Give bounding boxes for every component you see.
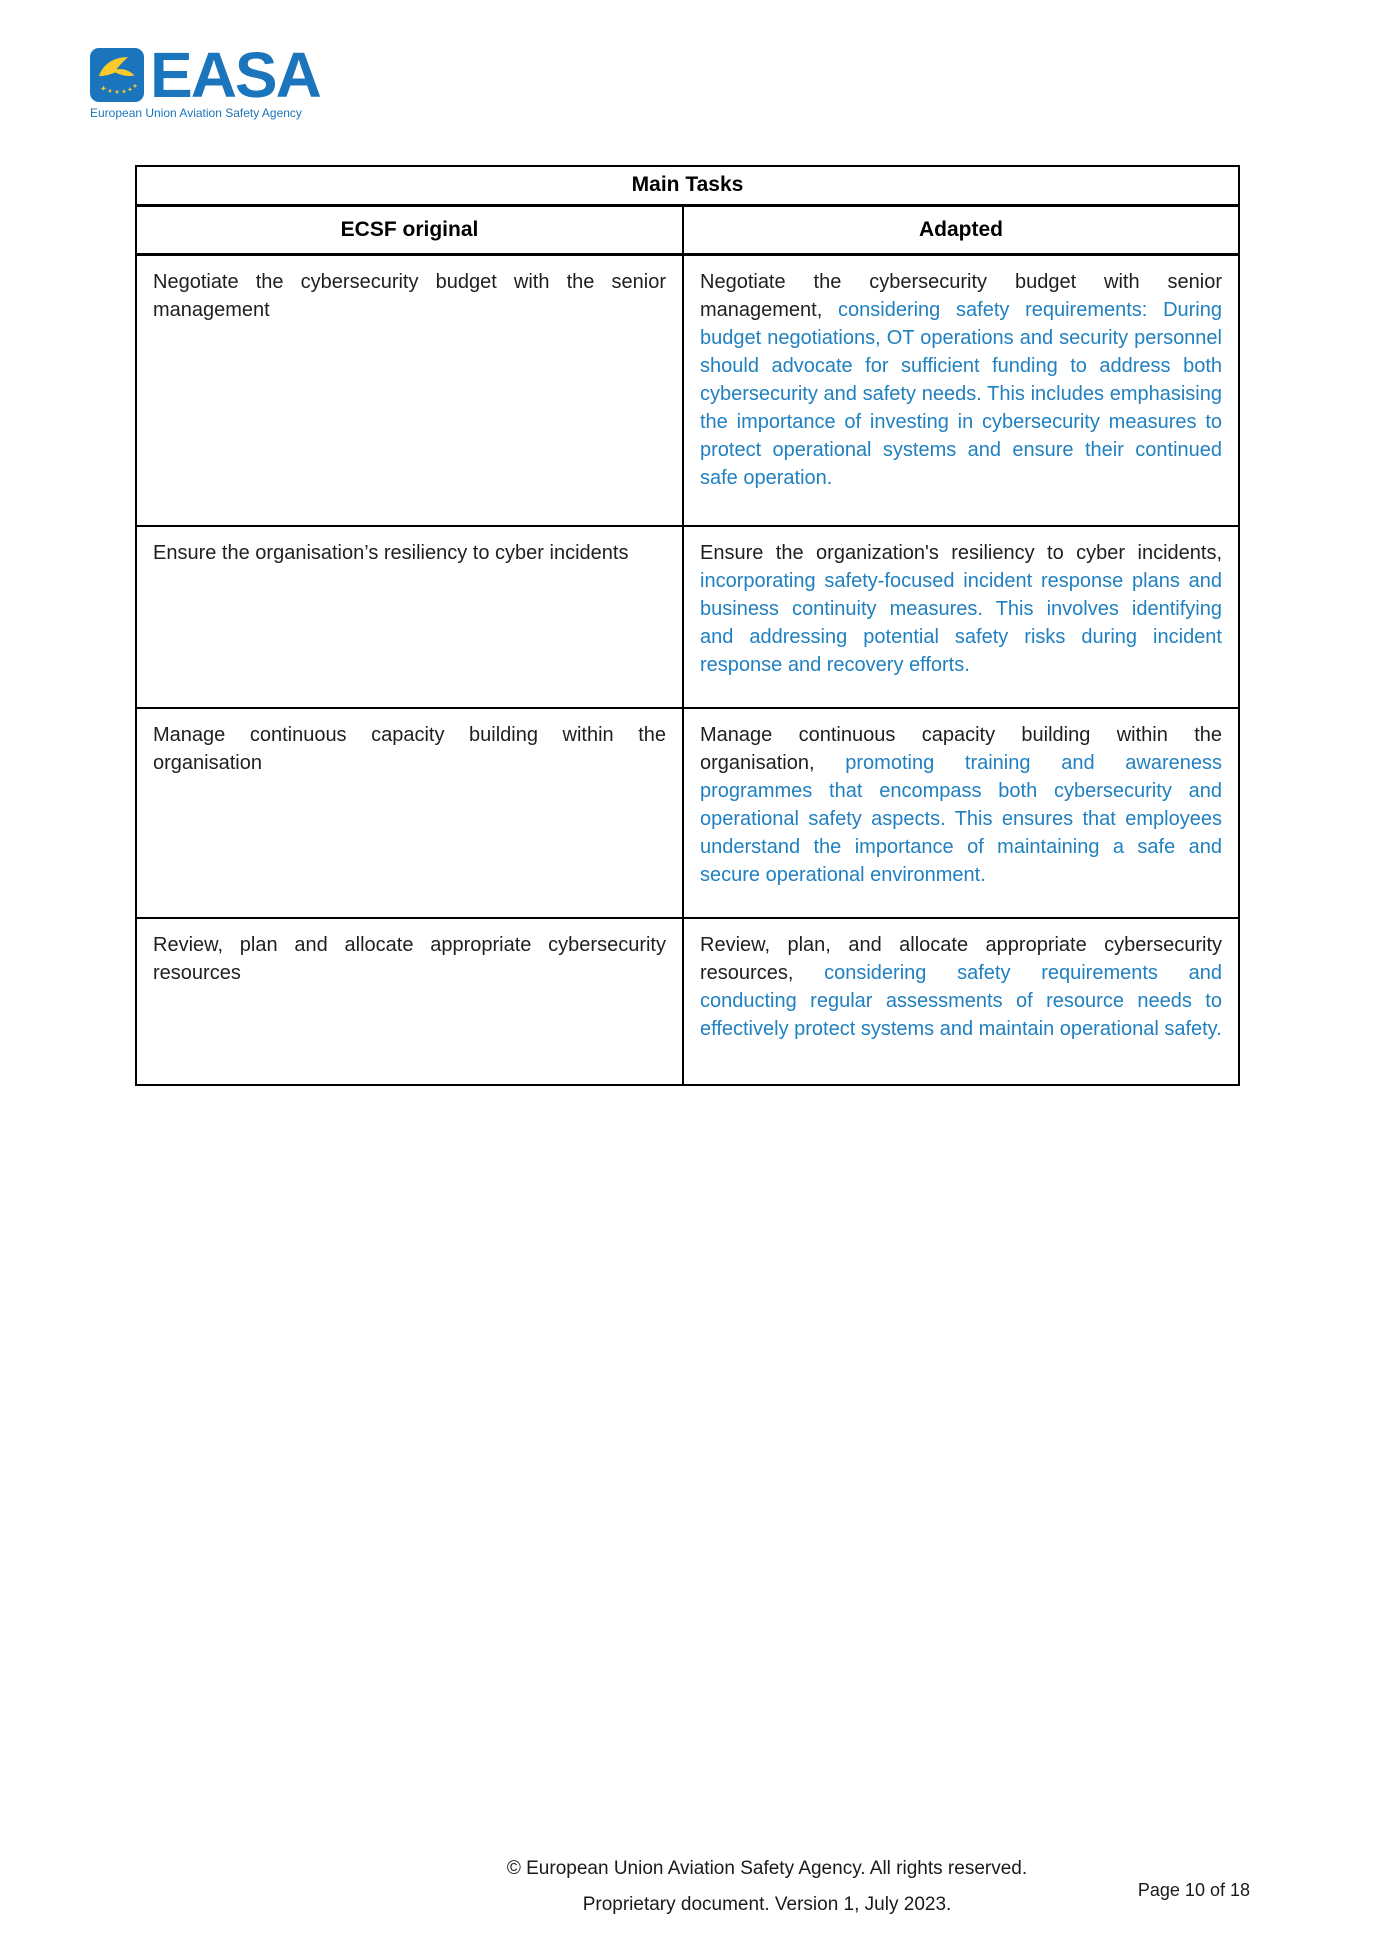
original-text: Review, plan and allocate appropriate cybersecurity resources <box>153 934 666 984</box>
easa-logo-row <box>90 39 320 111</box>
adapted-cell <box>682 527 1238 707</box>
original-text: Negotiate the cybersecurity budget with the senior management <box>153 271 666 321</box>
easa-brand-text: EASA <box>150 39 320 111</box>
adapted-base-text: Review, plan, and allocate appropriate cybersecurity resources, <box>700 934 1222 984</box>
original-text: Manage continuous capacity building within the organisation <box>153 724 666 774</box>
easa-logo <box>90 39 320 120</box>
main-tasks-table <box>135 165 1240 1086</box>
adapted-base-text: Manage continuous capacity building within the organisation, <box>700 724 1222 774</box>
table-header-row <box>137 207 1238 256</box>
adapted-base-text: Ensure the organization's resiliency to cyber incidents, <box>700 542 1222 564</box>
adapted-added-text: considering safety requirements: During budget negotiations, OT operations and security personnel should advocate for sufficient funding to address both cybersecurity and safety needs. This includes emphasising the importance of investing in cybersecurity measures to protect operational systems and ensure their continued safe operation. <box>700 299 1222 489</box>
adapted-added-text: promoting training and awareness programmes that encompass both cybersecurity and operational safety aspects. This ensures that employees understand the importance of maintaining a safe and secure operational environment. <box>700 752 1222 886</box>
column-header-adapted: Adapted <box>682 207 1238 253</box>
adapted-cell <box>682 709 1238 917</box>
ecsf-original-cell <box>137 709 682 917</box>
adapted-added-text: incorporating safety-focused incident response plans and business continuity measures. This involves identifying and addressing potential safety risks during incident response and recovery efforts. <box>700 570 1222 676</box>
ecsf-original-cell <box>137 919 682 1084</box>
ecsf-original-cell <box>137 527 682 707</box>
table-row <box>137 709 1238 919</box>
page-number: Page 10 of 18 <box>1137 1880 1250 1900</box>
ecsf-original-cell <box>137 256 682 525</box>
table-row <box>137 256 1238 527</box>
table-row <box>137 527 1238 709</box>
version-line: Proprietary document. Version 1, July 2023. <box>582 1894 952 1915</box>
adapted-cell <box>682 256 1238 525</box>
adapted-cell <box>682 919 1238 1084</box>
original-text: Ensure the organisation’s resiliency to cyber incidents <box>153 542 629 564</box>
column-header-ecsf-original: ECSF original <box>340 218 479 241</box>
copyright-line: © European Union Aviation Safety Agency. All rights reserved. <box>506 1858 1028 1879</box>
adapted-added-text: considering safety requirements and conducting regular assessments of resource needs to effectively protect systems and maintain operational safety. <box>700 962 1223 1040</box>
easa-bird-icon <box>90 48 144 102</box>
easa-tagline: European Union Aviation Safety Agency <box>90 106 302 120</box>
adapted-base-text: Negotiate the cybersecurity budget with senior management, <box>700 271 1222 321</box>
table-title: Main Tasks <box>137 167 1238 207</box>
table-row <box>137 919 1238 1084</box>
